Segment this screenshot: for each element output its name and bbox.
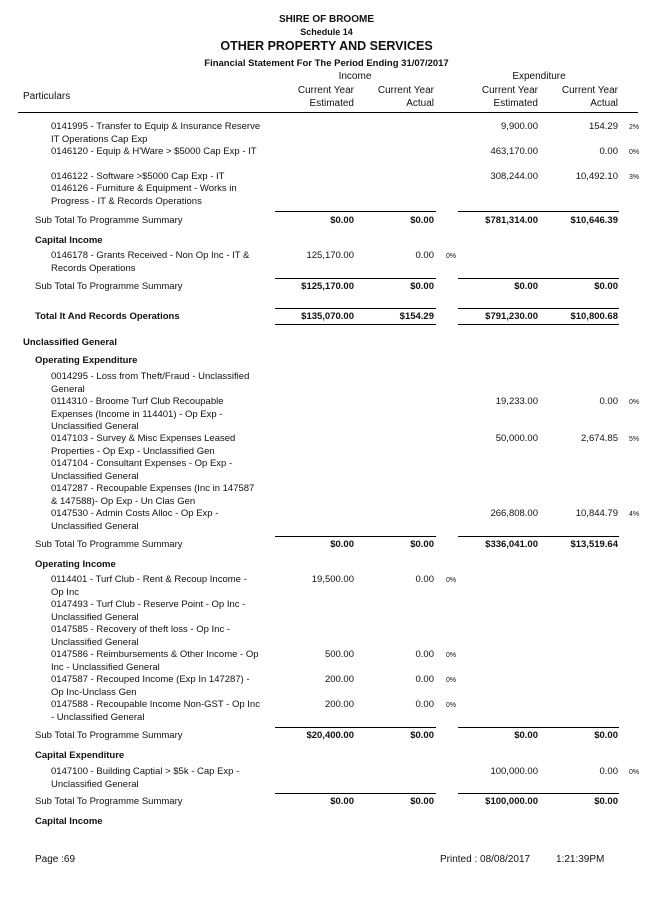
- sub1-exp-est: $781,314.00: [485, 215, 538, 226]
- row-0014295-label: 0014295 - Loss from Theft/Fraud - Unclassified General: [51, 371, 250, 395]
- row-0146178-inc-est: 125,170.00: [306, 250, 354, 261]
- income-estimated-header: Current Year Estimated: [297, 85, 354, 109]
- row-0147100-exp-est: 100,000.00: [490, 766, 538, 777]
- row-0146178-inc-pct: 0%: [446, 253, 457, 260]
- sub2-inc-act: $0.00: [410, 281, 434, 292]
- total-it-exp-act: $10,800.68: [570, 311, 618, 322]
- row-0147103-exp-est: 50,000.00: [495, 433, 538, 444]
- row-0147587-label: 0147587 - Recouped Income (Exp In 147287) -Op Inc-Unclass Gen: [51, 674, 250, 698]
- row-0114310-exp-pct: 0%: [629, 399, 640, 406]
- sub5-exp-act: $0.00: [594, 796, 618, 807]
- report-subtitle: Financial Statement For The Period Ending 31/07/2017: [204, 58, 449, 69]
- total-it-income-rule: [275, 308, 436, 309]
- sub2-income-rule: [275, 278, 436, 279]
- sub3-expenditure-rule: [458, 536, 619, 537]
- row-0114401-inc-act: 0.00: [415, 574, 434, 585]
- row-0147530-exp-pct: 4%: [629, 511, 640, 518]
- row-0141995-exp-act: 154.29: [588, 121, 618, 132]
- total-it-inc-act: $154.29: [399, 311, 434, 322]
- operating-income-heading: Operating Income: [35, 559, 116, 570]
- capital-income-heading-2: Capital Income: [35, 816, 103, 827]
- sub5-label: Sub Total To Programme Summary: [35, 796, 183, 807]
- sub4-label: Sub Total To Programme Summary: [35, 730, 183, 741]
- total-it-expenditure-rule: [458, 308, 619, 309]
- row-0146122-exp-pct: 3%: [629, 174, 640, 181]
- sub5-income-rule: [275, 793, 436, 794]
- row-0147530-label: 0147530 - Admin Costs Alloc - Op Exp - Unclassified General: [51, 508, 219, 532]
- sub2-expenditure-rule: [458, 278, 619, 279]
- total-it-exp-est: $791,230.00: [485, 311, 538, 322]
- sub1-inc-act: $0.00: [410, 215, 434, 226]
- row-0147287-label: 0147287 - Recoupable Expenses (Inc in 147587 & 147588)- Op Exp - Un Clas Gen: [51, 483, 255, 507]
- sub4-inc-est: $20,400.00: [306, 730, 354, 741]
- org-name: SHIRE OF BROOME: [278, 14, 374, 25]
- particulars-header: Particulars: [23, 91, 71, 102]
- row-0146120-exp-act: 0.00: [599, 146, 618, 157]
- sub1-inc-est: $0.00: [330, 215, 354, 226]
- row-0146122-exp-act: 10,492.10: [575, 171, 618, 182]
- header-divider: [18, 112, 638, 113]
- income-actual-header: Current Year Actual: [377, 85, 434, 109]
- sub5-inc-est: $0.00: [330, 796, 354, 807]
- row-0147588-inc-est: 200.00: [324, 699, 354, 710]
- row-0147587-inc-est: 200.00: [324, 674, 354, 685]
- sub3-inc-act: $0.00: [410, 539, 434, 550]
- total-it-label: Total It And Records Operations: [35, 311, 180, 322]
- row-0114310-exp-est: 19,233.00: [495, 396, 538, 407]
- total-it-income-underline: [275, 324, 436, 325]
- row-0146126-label: 0146126 - Furniture & Equipment - Works in Progress - IT & Records Operations: [51, 183, 237, 207]
- row-0147586-inc-act: 0.00: [415, 649, 434, 660]
- row-0114310-label: 0114310 - Broome Turf Club Recoupable Expenses (Income in 114401) - Op Exp - Unclassified General: [51, 396, 224, 432]
- sub4-inc-act: $0.00: [410, 730, 434, 741]
- sub3-income-rule: [275, 536, 436, 537]
- sub3-exp-act: $13,519.64: [570, 539, 618, 550]
- schedule-label: Schedule 14: [300, 27, 353, 37]
- row-0147588-inc-pct: 0%: [446, 702, 457, 709]
- row-0147587-inc-pct: 0%: [446, 677, 457, 684]
- printed-time: 1:21:39PM: [556, 854, 605, 865]
- row-0147588-inc-act: 0.00: [415, 699, 434, 710]
- row-0147586-inc-est: 500.00: [324, 649, 354, 660]
- row-0147493-label: 0147493 - Turf Club - Reserve Point - Op Inc - Unclassified General: [51, 599, 246, 623]
- row-0146122-label: 0146122 - Software >$5000 Cap Exp - IT: [51, 171, 225, 182]
- income-group-header: Income: [338, 71, 372, 82]
- row-0147100-exp-act: 0.00: [599, 766, 618, 777]
- operating-expenditure-heading: Operating Expenditure: [35, 355, 138, 366]
- row-0114401-label: 0114401 - Turf Club - Rent & Recoup Income - Op Inc: [51, 574, 247, 598]
- row-0146120-label: 0146120 - Equip & H'Ware > $5000 Cap Exp - IT: [51, 146, 257, 157]
- row-0147103-exp-pct: 5%: [629, 436, 640, 443]
- sub4-exp-est: $0.00: [514, 730, 538, 741]
- sub4-expenditure-rule: [458, 727, 619, 728]
- row-0146120-exp-pct: 0%: [629, 149, 640, 156]
- capital-expenditure-heading: Capital Expenditure: [35, 750, 125, 761]
- sub1-exp-act: $10,646.39: [570, 215, 618, 226]
- row-0147104-label: 0147104 - Consultant Expenses - Op Exp - Unclassified General: [51, 458, 233, 482]
- row-0147585-label: 0147585 - Recovery of theft loss - Op Inc - Unclassified General: [51, 624, 231, 648]
- row-0147103-label: 0147103 - Survey & Misc Expenses Leased Properties - Op Exp - Unclassified Gen: [51, 433, 236, 457]
- row-0141995-exp-est: 9,900.00: [501, 121, 538, 132]
- sub1-expenditure-rule: [458, 211, 619, 212]
- sub1-label: Sub Total To Programme Summary: [35, 215, 183, 226]
- sub2-inc-est: $125,170.00: [301, 281, 354, 292]
- unclassified-general-heading: Unclassified General: [23, 337, 117, 348]
- sub3-label: Sub Total To Programme Summary: [35, 539, 183, 550]
- row-0147530-exp-act: 10,844.79: [575, 508, 618, 519]
- expenditure-actual-header: Current Year Actual: [561, 85, 618, 109]
- total-it-inc-est: $135,070.00: [301, 311, 354, 322]
- row-0147100-exp-pct: 0%: [629, 769, 640, 776]
- report-title: OTHER PROPERTY AND SERVICES: [220, 39, 433, 53]
- expenditure-group-header: Expenditure: [512, 71, 566, 82]
- sub2-exp-act: $0.00: [594, 281, 618, 292]
- row-0146178-label: 0146178 - Grants Received - Non Op Inc - IT & Records Operations: [51, 250, 250, 274]
- total-it-expenditure-underline: [458, 324, 619, 325]
- sub2-exp-est: $0.00: [514, 281, 538, 292]
- expenditure-estimated-header: Current Year Estimated: [481, 85, 538, 109]
- row-0146120-exp-est: 463,170.00: [490, 146, 538, 157]
- row-0146122-exp-est: 308,244.00: [490, 171, 538, 182]
- row-0147586-label: 0147586 - Reimbursements & Other Income - Op Inc - Unclassified General: [51, 649, 259, 673]
- row-0141995-exp-pct: 2%: [629, 124, 640, 131]
- sub5-expenditure-rule: [458, 793, 619, 794]
- sub3-exp-est: $336,041.00: [485, 539, 538, 550]
- row-0147530-exp-est: 266,808.00: [490, 508, 538, 519]
- page-number: Page :69: [35, 854, 76, 865]
- row-0147586-inc-pct: 0%: [446, 652, 457, 659]
- sub4-income-rule: [275, 727, 436, 728]
- sub1-income-rule: [275, 211, 436, 212]
- capital-income-heading: Capital Income: [35, 235, 103, 246]
- row-0146178-inc-act: 0.00: [415, 250, 434, 261]
- row-0114401-inc-est: 19,500.00: [311, 574, 354, 585]
- row-0147103-exp-act: 2,674.85: [581, 433, 618, 444]
- sub5-exp-est: $100,000.00: [485, 796, 538, 807]
- sub2-label: Sub Total To Programme Summary: [35, 281, 183, 292]
- row-0147587-inc-act: 0.00: [415, 674, 434, 685]
- row-0114401-inc-pct: 0%: [446, 577, 457, 584]
- row-0147100-label: 0147100 - Building Captial > $5k - Cap Exp - Unclassified General: [51, 766, 240, 790]
- printed-date: Printed : 08/08/2017: [440, 854, 531, 865]
- row-0141995-label: 0141995 - Transfer to Equip & Insurance Reserve IT Operations Cap Exp: [51, 121, 261, 145]
- sub4-exp-act: $0.00: [594, 730, 618, 741]
- row-0114310-exp-act: 0.00: [599, 396, 618, 407]
- row-0147588-label: 0147588 - Recoupable Income Non-GST - Op Inc - Unclassified General: [51, 699, 260, 723]
- sub5-inc-act: $0.00: [410, 796, 434, 807]
- sub3-inc-est: $0.00: [330, 539, 354, 550]
